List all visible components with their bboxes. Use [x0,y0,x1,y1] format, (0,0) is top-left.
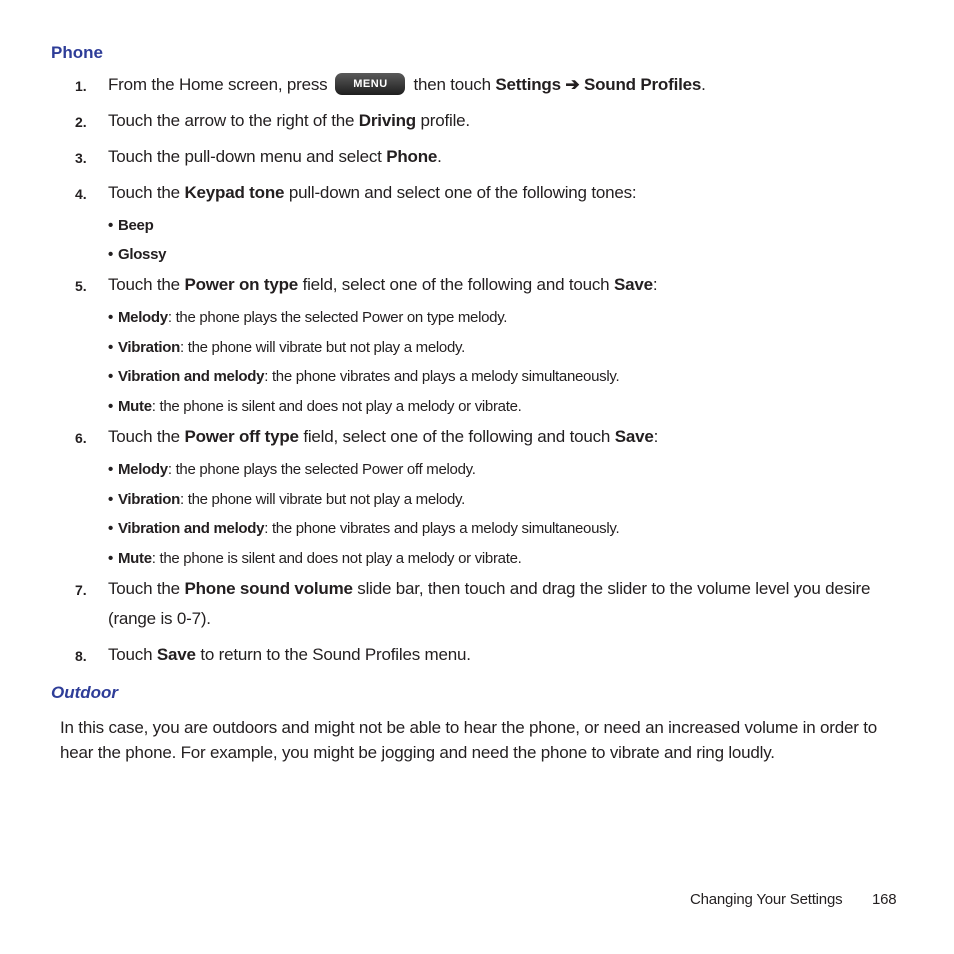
step-text [108,75,706,95]
list-item [108,461,476,478]
bullet-icon: • [108,550,113,567]
step-text-part: profile. [420,111,470,130]
step-text-part: : [652,275,658,294]
step-text [108,111,470,131]
step-text-part: then touch [413,75,491,94]
step-number: 4. [75,186,87,202]
step-number: 5. [75,278,87,294]
bullet-icon: • [108,491,113,508]
list-item [108,520,619,537]
step-text-part: : [653,427,659,446]
step-text-part: Touch the pull-down menu and select [108,147,382,166]
step-text [108,147,442,167]
list-item [108,491,465,508]
step-number: 2. [75,114,87,130]
section-heading-outdoor: Outdoor [51,683,119,702]
step-bold-term: Sound Profiles [583,75,702,94]
step-number: 6. [75,430,87,446]
bullet-term: Glossy [117,246,167,263]
bullet-desc: : the phone vibrates and plays a melody simultaneously. [264,368,620,385]
step-text-part: Touch the [108,275,180,294]
step-text-part: slide bar, then touch and drag the slider to the volume level you desire [357,579,871,598]
outdoor-paragraph-line: hear the phone. For example, you might be jogging and need the phone to vibrate and ring loudly. [60,743,775,762]
bullet-icon: • [108,398,113,415]
menu-key-icon: MENU [335,73,405,95]
bullet-term: Melody [117,309,168,326]
bullet-term: Vibration and melody [117,520,265,537]
bullet-icon: • [108,368,113,385]
page-number: 168 [872,891,897,908]
bullet-term: Vibration [117,339,180,356]
bullet-desc: : the phone plays the selected Power on type melody. [167,309,508,326]
list-item [108,309,507,326]
step-text [108,427,658,447]
step-number: 3. [75,150,87,166]
arrow-icon: ➔ [565,75,580,94]
list-item [108,368,619,385]
bullet-term: Vibration and melody [117,368,265,385]
outdoor-paragraph-line: In this case, you are outdoors and might not be able to hear the phone, or need an increased volume in order to [60,718,878,737]
step-bold-term: Driving [358,111,416,130]
step-bold-term: Save [613,275,653,294]
bullet-icon: • [108,217,113,234]
step-bold-term: Phone sound volume [184,579,353,598]
step-bold-term: Keypad tone [184,183,285,202]
step-number: 1. [75,78,87,94]
bullet-icon: • [108,309,113,326]
bullet-icon: • [108,246,113,263]
list-item [108,339,465,356]
step-bold-term: Power off type [184,427,299,446]
step-bold-term: Phone [386,147,438,166]
step-text [108,183,636,203]
step-number: 8. [75,648,87,664]
bullet-term: Mute [117,550,152,567]
step-text-part: Touch the [108,183,180,202]
bullet-term: Beep [117,217,154,234]
step-bold-term: Settings [495,75,561,94]
list-item [108,217,153,234]
step-text-part: to return to the Sound Profiles menu. [200,645,471,664]
step-bold-term: Save [156,645,196,664]
section-heading-phone: Phone [51,43,103,62]
bullet-desc: : the phone is silent and does not play a melody or vibrate. [151,550,522,567]
step-text-part: field, select one of the following and touch [303,427,611,446]
step-text-part: Touch [108,645,153,664]
step-text [108,275,657,295]
bullet-term: Melody [117,461,168,478]
step-text [108,579,870,599]
step-text-part: Touch the [108,427,180,446]
bullet-term: Vibration [117,491,180,508]
step-bold-term: Power on type [184,275,299,294]
step-text-part: . [701,75,706,94]
step-text-part: From the Home screen, press [108,75,328,94]
list-item [108,398,522,415]
step-text-continuation: (range is 0-7). [108,609,211,628]
bullet-icon: • [108,461,113,478]
list-item [108,550,522,567]
footer-section-title: Changing Your Settings [690,891,843,908]
step-text-part: Touch the [108,579,180,598]
step-bold-term: Save [614,427,654,446]
step-text-part: field, select one of the following and touch [302,275,610,294]
bullet-desc: : the phone will vibrate but not play a melody. [180,339,465,356]
step-text-part: Touch the arrow to the right of the [108,111,355,130]
bullet-desc: : the phone is silent and does not play a melody or vibrate. [151,398,522,415]
list-item [108,246,166,263]
step-text-part: pull-down and select one of the following tones: [288,183,637,202]
bullet-icon: • [108,339,113,356]
bullet-desc: : the phone will vibrate but not play a melody. [180,491,465,508]
bullet-term: Mute [117,398,152,415]
bullet-desc: : the phone vibrates and plays a melody simultaneously. [264,520,620,537]
bullet-icon: • [108,520,113,537]
step-text-part: . [437,147,442,166]
step-text [108,645,471,665]
bullet-desc: : the phone plays the selected Power off melody. [167,461,476,478]
step-number: 7. [75,582,87,598]
